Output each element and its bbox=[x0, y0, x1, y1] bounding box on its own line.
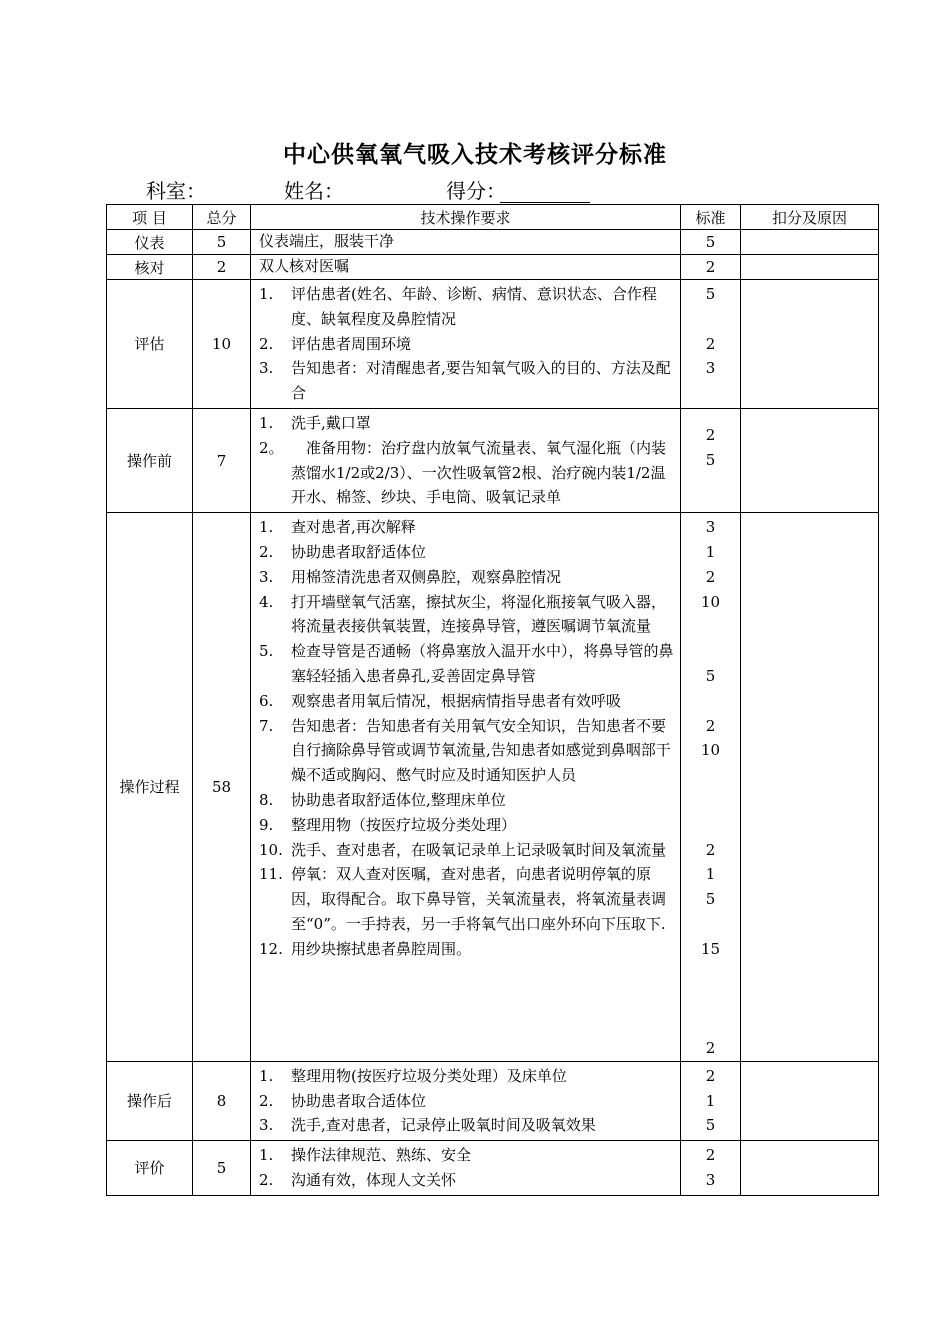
requirement-step bbox=[259, 714, 674, 788]
standard-value: 2 bbox=[705, 567, 716, 586]
step-text: 告知患者：对清醒患者,要告知氧气吸入的目的、方法及配合 bbox=[291, 359, 671, 403]
standard-cell bbox=[681, 1141, 741, 1196]
deduction-cell[interactable] bbox=[741, 230, 879, 255]
standard-value: 2 bbox=[705, 1146, 716, 1165]
deduction-cell[interactable] bbox=[741, 408, 879, 512]
step-text: 沟通有效，体现人文关怀 bbox=[291, 1170, 457, 1189]
total-cell: 8 bbox=[193, 1061, 251, 1140]
item-cell: 评估 bbox=[107, 280, 193, 409]
requirement-step bbox=[259, 282, 674, 332]
requirement-step bbox=[259, 411, 674, 436]
standard-cell bbox=[681, 1061, 741, 1140]
standard-value: 5 bbox=[705, 450, 716, 469]
requirement-cell bbox=[251, 1141, 681, 1196]
step-text: 用纱块擦拭患者鼻腔周围。 bbox=[291, 939, 472, 958]
step-number: 2。 bbox=[259, 438, 284, 457]
table-row bbox=[107, 513, 879, 1062]
requirement-step bbox=[259, 1064, 674, 1089]
requirement-step bbox=[259, 1168, 674, 1193]
step-text: 打开墙壁氧气活塞，擦拭灰尘，将湿化瓶接氧气吸入器，将流量表接供氧装置，连接鼻导管，遵医嘱调节氧流量 bbox=[291, 592, 667, 636]
standard-value bbox=[681, 1011, 740, 1036]
step-text: 评估患者(姓名、年龄、诊断、病情、意识状态、合作程度、缺氧程度及鼻腔情况 bbox=[291, 285, 657, 328]
deduction-cell[interactable] bbox=[741, 280, 879, 409]
standard-value: 2 bbox=[705, 1066, 716, 1085]
step-number: 8. bbox=[259, 790, 274, 809]
deduction-cell[interactable] bbox=[741, 1141, 879, 1196]
total-cell: 5 bbox=[193, 230, 251, 255]
requirement-step bbox=[259, 689, 674, 714]
step-text: 检查导管是否通畅（将鼻塞放入温开水中），将鼻导管的鼻塞轻轻插入患者鼻孔,妥善固定鼻导管 bbox=[291, 642, 674, 685]
standard-value bbox=[681, 689, 740, 714]
step-number: 2. bbox=[259, 1091, 274, 1110]
standard-value bbox=[681, 813, 740, 838]
step-text: 协助患者取舒适体位,整理床单位 bbox=[291, 790, 506, 809]
step-number: 11. bbox=[259, 865, 283, 884]
step-number: 1. bbox=[259, 518, 274, 537]
total-cell: 10 bbox=[193, 280, 251, 409]
name-label: 姓名： bbox=[284, 179, 344, 203]
standard-value bbox=[681, 639, 740, 664]
step-text: 操作法律规范、熟练、安全 bbox=[291, 1146, 472, 1165]
item-cell: 操作前 bbox=[107, 408, 193, 512]
step-text: 整理用物（按医疗垃圾分类处理） bbox=[291, 815, 517, 834]
scoring-table bbox=[106, 204, 879, 1196]
standard-value: 2 bbox=[705, 334, 716, 353]
step-number: 1. bbox=[259, 413, 274, 432]
requirement-cell bbox=[251, 280, 681, 409]
standard-value: 3 bbox=[705, 518, 716, 537]
standard-value: 1 bbox=[705, 1091, 716, 1110]
requirement-step bbox=[259, 590, 674, 640]
step-number: 1. bbox=[259, 1146, 274, 1165]
standard-value bbox=[681, 763, 740, 788]
step-number: 10. bbox=[259, 840, 283, 859]
step-number: 9. bbox=[259, 815, 274, 834]
header-total: 总分 bbox=[193, 205, 251, 230]
requirement-step bbox=[259, 515, 674, 540]
step-number: 12. bbox=[259, 939, 283, 958]
score-label: 得分： bbox=[446, 179, 506, 203]
step-number: 3. bbox=[259, 567, 274, 586]
standard-value bbox=[681, 986, 740, 1011]
requirement-step bbox=[259, 937, 674, 962]
table-row bbox=[107, 408, 879, 512]
standard-value: 1 bbox=[705, 865, 716, 884]
requirement-cell bbox=[251, 513, 681, 1062]
header-item: 项 目 bbox=[107, 205, 193, 230]
step-number: 5. bbox=[259, 642, 274, 661]
step-text: 停氧：双人查对医嘱，查对患者，向患者说明停氧的原因，取得配合。取下鼻导管，关氧流量表，将氧流量表调至“0”。一手持表，另一手将氧气出口座外环向下压取下. bbox=[291, 865, 667, 933]
standard-value: 2 bbox=[705, 425, 716, 444]
standard-cell bbox=[681, 280, 741, 409]
requirement-step bbox=[259, 436, 674, 510]
requirement-step bbox=[259, 862, 674, 936]
standard-value: 10 bbox=[700, 592, 721, 611]
step-number: 2. bbox=[259, 1170, 274, 1189]
step-number: 1. bbox=[259, 285, 274, 303]
step-number: 2. bbox=[259, 334, 274, 353]
table-header-row bbox=[107, 205, 879, 230]
requirement-step bbox=[259, 332, 674, 357]
requirement-step bbox=[259, 565, 674, 590]
step-number: 3. bbox=[259, 359, 274, 378]
step-text: 整理用物(按医疗垃圾分类处理）及床单位 bbox=[291, 1066, 567, 1085]
standard-value bbox=[681, 788, 740, 813]
standard-value: 3 bbox=[705, 1170, 716, 1189]
dept-label: 科室： bbox=[146, 179, 206, 203]
standard-cell: 5 bbox=[681, 230, 741, 255]
standard-value: 15 bbox=[700, 939, 721, 958]
standard-value bbox=[681, 912, 740, 937]
requirement-cell: 双人核对医嘱 bbox=[251, 255, 681, 280]
step-text: 告知患者：告知患者有关用氧气安全知识，告知患者不要自行摘除鼻导管或调节氧流量,告知患者如感觉到鼻咽部干燥不适或胸闷、憋气时应及时通知医护人员 bbox=[291, 716, 671, 785]
step-text: 评估患者周围环境 bbox=[291, 334, 412, 353]
header-deduction: 扣分及原因 bbox=[741, 205, 879, 230]
standard-value: 5 bbox=[705, 666, 716, 685]
deduction-cell[interactable] bbox=[741, 513, 879, 1062]
header-requirement: 技术操作要求 bbox=[251, 205, 681, 230]
requirement-step bbox=[259, 1089, 674, 1114]
score-underline bbox=[500, 202, 590, 203]
table-row bbox=[107, 1141, 879, 1196]
standard-value bbox=[681, 962, 740, 987]
step-number: 6. bbox=[259, 691, 274, 710]
requirement-step bbox=[259, 788, 674, 813]
step-text: 洗手、查对患者，在吸氧记录单上记录吸氧时间及氧流量 bbox=[291, 840, 667, 859]
step-number: 2. bbox=[259, 542, 274, 561]
standard-value: 5 bbox=[705, 1116, 716, 1135]
requirement-cell bbox=[251, 1061, 681, 1140]
standard-cell bbox=[681, 513, 741, 1062]
standard-value bbox=[681, 307, 740, 332]
standard-value bbox=[681, 381, 740, 406]
page-title: 中心供氧氧气吸入技术考核评分标准 bbox=[283, 141, 667, 168]
requirement-step bbox=[259, 540, 674, 565]
table-row bbox=[107, 230, 879, 255]
standard-cell: 2 bbox=[681, 255, 741, 280]
step-number: 1. bbox=[259, 1066, 274, 1085]
item-cell: 仪表 bbox=[107, 230, 193, 255]
step-text: 准备用物：治疗盘内放氧气流量表、氧气湿化瓶（内装蒸馏水1/2或2/3）、一次性吸氧管2根、治疗碗内装1/2温开水、棉签、纱块、手电筒、吸氧记录单 bbox=[291, 438, 667, 507]
total-cell: 2 bbox=[193, 255, 251, 280]
table-row bbox=[107, 280, 879, 409]
standard-value: 2 bbox=[705, 1038, 716, 1057]
item-cell: 评价 bbox=[107, 1141, 193, 1196]
table-row bbox=[107, 1061, 879, 1140]
requirement-step bbox=[259, 1113, 674, 1138]
step-text: 协助患者取舒适体位 bbox=[291, 542, 427, 561]
step-number: 4. bbox=[259, 592, 274, 611]
item-cell: 操作过程 bbox=[107, 513, 193, 1062]
deduction-cell[interactable] bbox=[741, 1061, 879, 1140]
standard-value bbox=[681, 614, 740, 639]
item-cell: 操作后 bbox=[107, 1061, 193, 1140]
requirement-step bbox=[259, 356, 674, 406]
requirement-step bbox=[259, 813, 674, 838]
requirement-cell bbox=[251, 408, 681, 512]
step-text: 洗手,查对患者，记录停止吸氧时间及吸氧效果 bbox=[291, 1116, 596, 1135]
standard-value: 5 bbox=[705, 285, 716, 303]
total-cell: 5 bbox=[193, 1141, 251, 1196]
header-standard: 标准 bbox=[681, 205, 741, 230]
step-text: 查对患者,再次解释 bbox=[291, 518, 416, 537]
standard-value: 10 bbox=[700, 741, 721, 760]
total-cell: 7 bbox=[193, 408, 251, 512]
standard-cell bbox=[681, 408, 741, 512]
standard-value: 1 bbox=[705, 542, 716, 561]
table-row bbox=[107, 255, 879, 280]
standard-value: 2 bbox=[705, 840, 716, 859]
standard-value: 2 bbox=[705, 716, 716, 735]
step-text: 观察患者用氧后情况，根据病情指导患者有效呼吸 bbox=[291, 691, 622, 710]
item-cell: 核对 bbox=[107, 255, 193, 280]
step-number: 3. bbox=[259, 1116, 274, 1135]
deduction-cell[interactable] bbox=[741, 255, 879, 280]
requirement-step bbox=[259, 838, 674, 863]
standard-value: 5 bbox=[705, 890, 716, 909]
step-text: 协助患者取合适体位 bbox=[291, 1091, 427, 1110]
step-text: 洗手,戴口罩 bbox=[291, 413, 371, 432]
step-text: 用棉签清洗患者双侧鼻腔，观察鼻腔情况 bbox=[291, 567, 562, 586]
total-cell: 58 bbox=[193, 513, 251, 1062]
standard-value: 3 bbox=[705, 359, 716, 378]
requirement-step bbox=[259, 639, 674, 689]
requirement-cell: 仪表端庄，服装干净 bbox=[251, 230, 681, 255]
step-number: 7. bbox=[259, 716, 274, 735]
requirement-step bbox=[259, 1143, 674, 1168]
